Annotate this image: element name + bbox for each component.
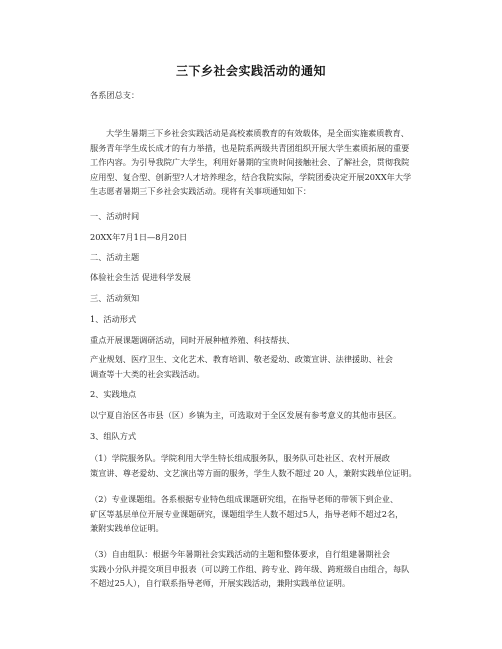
- activity-theme: 体验社会生活 促进科学发展: [90, 272, 191, 282]
- team-line: 矿区等基层单位开展专业课题研究，课题组学生人数不超过5人，指导老师不超过2名，: [90, 508, 404, 519]
- team-line: （3）自由组队：根据今年暑期社会实践活动的主题和整体要求，自行组建暑期社会: [90, 549, 390, 559]
- subheading-team: 3、组队方式: [90, 431, 137, 441]
- activity-dates: 20XX年7月1日—8月20日: [90, 232, 188, 242]
- form-line: 重点开展课题调研活动，同时开展种植养殖、科技帮扶、: [90, 335, 295, 345]
- team-line: （1）学院服务队。学院利用大学生特长组成服务队，服务队可赴社区、农村开展政: [90, 453, 390, 463]
- team-line: 兼附实践单位证明。: [90, 523, 164, 533]
- intro-line: 大学生暑期三下乡社会实践活动是高校素质教育的有效载体，是全面实施素质教育、: [106, 128, 409, 138]
- location-body: 以宁夏自治区各市县（区）乡镇为主，可选取对于全区发展有参考意义的其他市县区。: [90, 410, 402, 420]
- team-item-3: [90, 547, 420, 591]
- form-paragraph: [90, 352, 420, 381]
- section-heading-time: 一、活动时间: [90, 211, 140, 221]
- form-line: 调查等十大类的社会实践活动。: [90, 368, 205, 379]
- subheading-location: 2、实践地点: [90, 389, 137, 399]
- intro-line: 服务青年学生成长成才的有力举措，也是院系两级共青团组织开展大学生素质拓展的重要: [90, 142, 410, 153]
- team-line: 策宣讲、尊老爱幼、文艺演出等方面的服务，学生人数不超过 20 人，兼附实践单位证明。: [90, 467, 417, 478]
- team-line: 不超过25人），自行联系指导老师，开展实践活动，兼附实践单位证明。: [90, 578, 351, 588]
- subheading-form: 1、活动形式: [90, 314, 137, 324]
- document-title: 三下乡社会实践活动的通知: [175, 64, 326, 78]
- intro-line: 生志愿者暑期三下乡社会实践活动。现将有关事项通知如下：: [90, 186, 312, 196]
- intro-paragraph: [90, 126, 420, 199]
- team-line: 实践小分队并提交项目申报表（可以跨工作组、跨专业、跨年级、跨班级自由组合，每队: [90, 563, 410, 574]
- team-item-2: [90, 492, 420, 536]
- salutation: 各系团总支：: [90, 90, 140, 100]
- form-line: 产业规划、医疗卫生、文化艺术、教育培训、敬老爱幼、政策宣讲、法律援助、社会: [90, 354, 393, 364]
- section-heading-theme: 二、活动主题: [90, 252, 140, 262]
- section-heading-notice: 三、活动须知: [90, 293, 140, 303]
- team-item-1: [90, 451, 420, 480]
- team-line: （2）专业课题组。各系根据专业特色组成课题研究组，在指导老师的带领下到企业、: [90, 494, 399, 504]
- intro-line: 应用型、复合型、创新型?人才培养理念，结合我院实际，学院团委决定开展20XX年大学: [90, 171, 412, 182]
- intro-line: 工作内容。为引导我院广大学生，利用好暑期的宝贵时间接触社会、了解社会，贯彻我院: [90, 157, 410, 167]
